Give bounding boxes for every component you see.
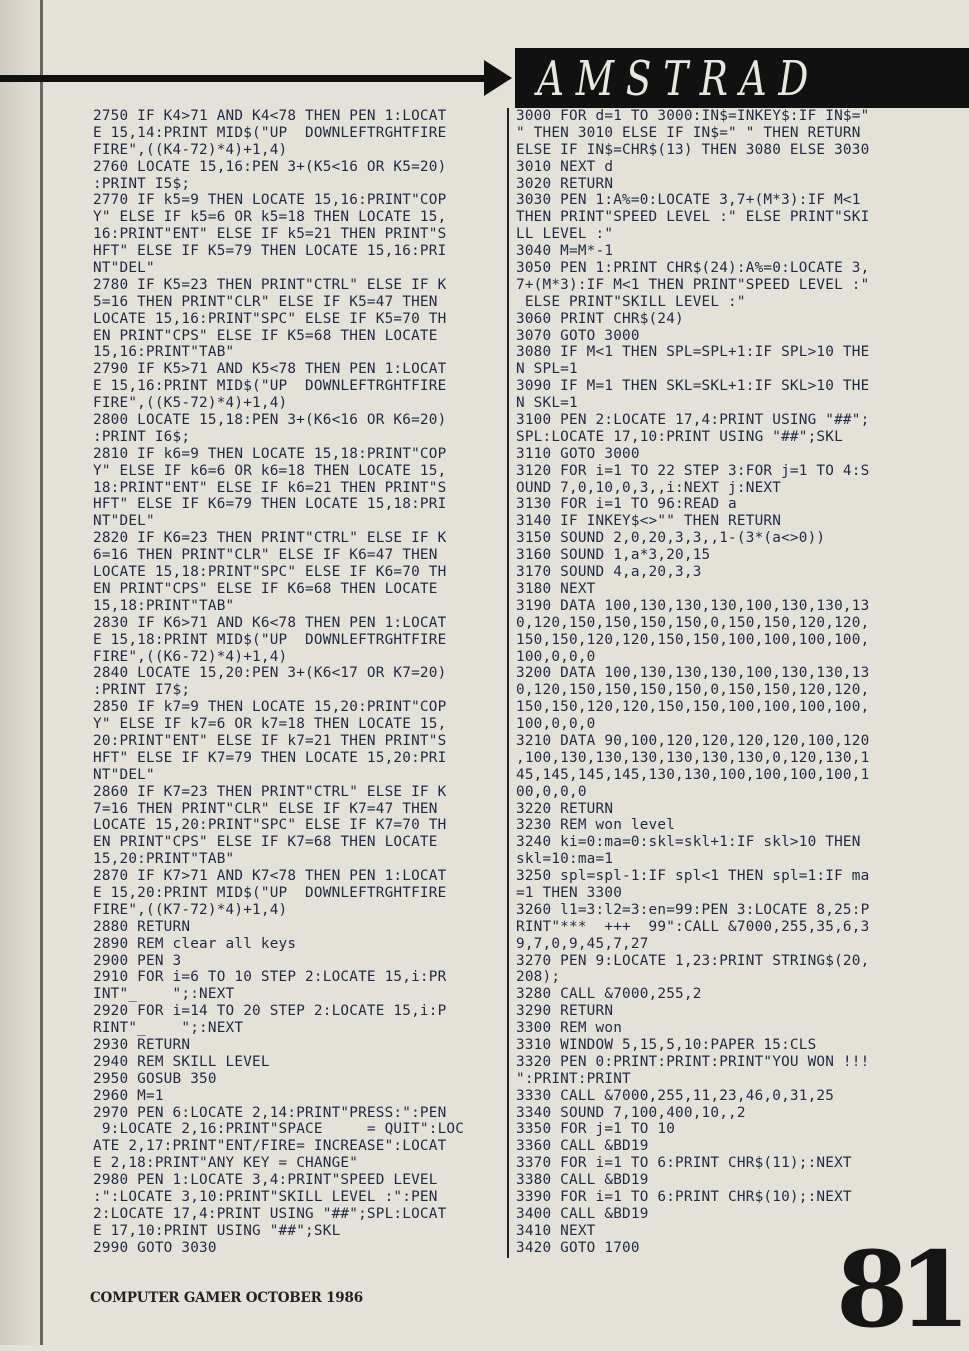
code-line: 2900 PEN 3 [93, 952, 182, 969]
code-line: 3090 IF M=1 THEN SKL=SKL+1:IF SKL>10 THE [516, 378, 870, 395]
code-line: LOCATE 15,16:PRINT"SPC" ELSE IF K5=70 TH [93, 310, 447, 327]
code-line: 2910 FOR i=6 TO 10 STEP 2:LOCATE 15,i:PR [93, 969, 447, 986]
code-line: 3310 WINDOW 5,15,5,10:PAPER 15:CLS [516, 1036, 817, 1053]
code-line: 3030 PEN 1:A%=0:LOCATE 3,7+(M*3):IF M<1 [516, 192, 861, 209]
code-line: THEN PRINT"SPEED LEVEL :" ELSE PRINT"SKI [516, 209, 870, 226]
binding-edge [40, 0, 43, 1345]
code-line: Y" ELSE IF k7=6 OR k7=18 THEN LOCATE 15, [93, 716, 447, 733]
code-line: 18:PRINT"ENT" ELSE IF k6=21 THEN PRINT"S [93, 479, 447, 496]
code-line: ":PRINT:PRINT [516, 1070, 631, 1087]
code-line: ,100,130,130,130,130,130,130,0,120,130,1 [516, 749, 870, 766]
code-line: 5=16 THEN PRINT"CLR" ELSE IF K5=47 THEN [93, 293, 438, 310]
code-line: 3340 SOUND 7,100,400,10,,2 [516, 1104, 746, 1121]
code-line: 2760 LOCATE 15,16:PEN 3+(K5<16 OR K5=20) [93, 158, 447, 175]
code-line: FIRE",((K5-72)*4)+1,4) [93, 395, 288, 412]
code-line: 2920 FOR i=14 TO 20 STEP 2:LOCATE 15,i:P [93, 1003, 447, 1020]
code-line: 100,0,0,0 [516, 716, 596, 733]
code-line: 3410 NEXT [516, 1222, 596, 1239]
code-line: Y" ELSE IF k5=6 OR k5=18 THEN LOCATE 15, [93, 209, 447, 226]
code-line: " THEN 3010 ELSE IF IN$=" " THEN RETURN [516, 124, 861, 141]
code-line: 2850 IF k7=9 THEN LOCATE 15,20:PRINT"COP [93, 699, 447, 716]
amstrad-logo-banner [515, 48, 969, 108]
code-line: 3420 GOTO 1700 [516, 1239, 640, 1256]
code-line: SPL:LOCATE 17,10:PRINT USING "##";SKL [516, 428, 843, 445]
code-line: 2770 IF k5=9 THEN LOCATE 15,16:PRINT"COP [93, 192, 447, 209]
code-line: 3400 CALL &BD19 [516, 1205, 649, 1222]
code-line: 3010 NEXT d [516, 158, 614, 175]
code-line: 150,150,120,120,150,150,100,100,100,100, [516, 699, 870, 716]
code-line: RINT"*** +++ 99":CALL &7000,255,35,6,3 [516, 918, 870, 935]
code-line: 2940 REM SKILL LEVEL [93, 1053, 270, 1070]
code-line: LOCATE 15,20:PRINT"SPC" ELSE IF K7=70 TH [93, 817, 447, 834]
code-line: :PRINT I6$; [93, 428, 191, 445]
code-line: 3290 RETURN [516, 1003, 614, 1020]
code-line: 15,16:PRINT"TAB" [93, 344, 235, 361]
code-line: 3000 FOR d=1 TO 3000:IN$=INKEY$:IF IN$=" [516, 108, 870, 124]
code-line: 3230 REM won level [516, 817, 676, 834]
code-line: HFT" ELSE IF K7=79 THEN LOCATE 15,20:PRI [93, 749, 447, 766]
code-line: 3170 SOUND 4,a,20,3,3 [516, 564, 702, 581]
code-line: 3130 FOR i=1 TO 96:READ a [516, 496, 737, 513]
code-line: 3370 FOR i=1 TO 6:PRINT CHR$(11);:NEXT [516, 1155, 852, 1172]
code-line: 3190 DATA 100,130,130,130,100,130,130,13 [516, 597, 870, 614]
code-line: E 15,14:PRINT MID$("UP DOWNLEFTRGHTFIRE [93, 124, 447, 141]
magazine-footer: COMPUTER GAMER OCTOBER 1986 [90, 1290, 363, 1306]
code-line: 3160 SOUND 1,a*3,20,15 [516, 547, 711, 564]
code-line: ELSE PRINT"SKILL LEVEL :" [516, 293, 746, 310]
code-line: 3240 ki=0:ma=0:skl=skl+1:IF skl>10 THEN [516, 834, 861, 851]
code-line: 3300 REM won [516, 1020, 623, 1037]
code-line: 2890 REM clear all keys [93, 935, 297, 952]
code-line: 2:LOCATE 17,4:PRINT USING "##";SPL:LOCAT [93, 1205, 447, 1222]
code-line: NT"DEL" [93, 260, 155, 277]
listing-column-left [93, 108, 505, 1257]
code-line: 3330 CALL &7000,255,11,23,46,0,31,25 [516, 1087, 835, 1104]
code-line: FIRE",((K4-72)*4)+1,4) [93, 141, 288, 158]
code-line: 20:PRINT"ENT" ELSE IF k7=21 THEN PRINT"S [93, 732, 447, 749]
code-line: NT"DEL" [93, 513, 155, 530]
code-line: N SPL=1 [516, 361, 578, 378]
code-line: 3120 FOR i=1 TO 22 STEP 3:FOR j=1 TO 4:S [516, 462, 870, 479]
code-line: N SKL=1 [516, 395, 578, 412]
code-line: 3200 DATA 100,130,130,130,100,130,130,13 [516, 665, 870, 682]
code-line: :":LOCATE 3,10:PRINT"SKILL LEVEL :":PEN [93, 1189, 438, 1205]
code-line: 208); [516, 969, 561, 986]
code-line: HFT" ELSE IF K6=79 THEN LOCATE 15,18:PRI [93, 496, 447, 513]
code-line: 15,18:PRINT"TAB" [93, 597, 235, 614]
code-line: 2870 IF K7>71 AND K7<78 THEN PEN 1:LOCAT [93, 868, 447, 885]
code-line: 2930 RETURN [93, 1036, 191, 1053]
code-line: 3270 PEN 9:LOCATE 1,23:PRINT STRING$(20, [516, 952, 870, 969]
code-line: 7=16 THEN PRINT"CLR" ELSE IF K7=47 THEN [93, 800, 438, 817]
code-line: 3250 spl=spl-1:IF spl<1 THEN spl=1:IF ma [516, 868, 870, 885]
code-line: 3150 SOUND 2,0,20,3,3,,1-(3*(a<>0)) [516, 530, 826, 547]
code-line: 15,20:PRINT"TAB" [93, 851, 235, 868]
code-line: LOCATE 15,18:PRINT"SPC" ELSE IF K6=70 TH [93, 564, 447, 581]
code-line: 3070 GOTO 3000 [516, 327, 640, 344]
code-line: OUND 7,0,10,0,3,,i:NEXT j:NEXT [516, 479, 782, 496]
code-line: 3100 PEN 2:LOCATE 17,4:PRINT USING "##"; [516, 412, 870, 429]
code-line: EN PRINT"CPS" ELSE IF K7=68 THEN LOCATE [93, 834, 438, 851]
code-line: 2790 IF K5>71 AND K5<78 THEN PEN 1:LOCAT [93, 361, 447, 378]
code-line: 2780 IF K5=23 THEN PRINT"CTRL" ELSE IF K [93, 276, 447, 293]
code-line: 2840 LOCATE 15,20:PEN 3+(K6<17 OR K7=20) [93, 665, 447, 682]
code-line: 9:LOCATE 2,16:PRINT"SPACE = QUIT":LOC [93, 1121, 465, 1138]
code-line: 3080 IF M<1 THEN SPL=SPL+1:IF SPL>10 THE [516, 344, 870, 361]
code-line: E 15,18:PRINT MID$("UP DOWNLEFTRGHTFIRE [93, 631, 447, 648]
code-line: ELSE IF IN$=CHR$(13) THEN 3080 ELSE 3030 [516, 141, 870, 158]
code-line: 00,0,0,0 [516, 783, 587, 800]
code-line: 3390 FOR i=1 TO 6:PRINT CHR$(10);:NEXT [516, 1189, 852, 1205]
code-line: 3020 RETURN [516, 175, 614, 192]
column-divider [507, 108, 509, 1258]
code-line: FIRE",((K7-72)*4)+1,4) [93, 901, 288, 918]
code-line: 3050 PEN 1:PRINT CHR$(24):A%=0:LOCATE 3, [516, 260, 870, 277]
code-line: 2950 GOSUB 350 [93, 1070, 217, 1087]
code-line: 3210 DATA 90,100,120,120,120,120,100,120 [516, 732, 870, 749]
code-line: 6=16 THEN PRINT"CLR" ELSE IF K6=47 THEN [93, 547, 438, 564]
code-line: EN PRINT"CPS" ELSE IF K6=68 THEN LOCATE [93, 580, 438, 597]
code-line: skl=10:ma=1 [516, 851, 614, 868]
code-line: 2800 LOCATE 15,18:PEN 3+(K6<16 OR K6=20) [93, 412, 447, 429]
arrow-head-icon [484, 60, 512, 96]
code-line: 3320 PEN 0:PRINT:PRINT:PRINT"YOU WON !!! [516, 1053, 870, 1070]
code-line: FIRE",((K6-72)*4)+1,4) [93, 648, 288, 665]
code-line: 100,0,0,0 [516, 648, 596, 665]
code-line: :PRINT I7$; [93, 682, 191, 699]
code-line: RINT"_ ";:NEXT [93, 1020, 244, 1037]
code-line: 3260 l1=3:l2=3:en=99:PEN 3:LOCATE 8,25:P [516, 901, 870, 918]
page-spine-shadow [0, 0, 44, 1345]
code-line: 2880 RETURN [93, 918, 191, 935]
code-line: 0,120,150,150,150,150,0,150,150,120,120, [516, 614, 870, 631]
code-line: HFT" ELSE IF K5=79 THEN LOCATE 15,16:PRI [93, 243, 447, 260]
code-line: 2960 M=1 [93, 1087, 164, 1104]
code-line: 3180 NEXT [516, 580, 596, 597]
code-line: 2970 PEN 6:LOCATE 2,14:PRINT"PRESS:":PEN [93, 1104, 447, 1121]
code-line: 3280 CALL &7000,255,2 [516, 986, 702, 1003]
code-line: ATE 2,17:PRINT"ENT/FIRE= INCREASE":LOCAT [93, 1138, 447, 1155]
code-line: 150,150,120,120,150,150,100,100,100,100, [516, 631, 870, 648]
code-line: 3110 GOTO 3000 [516, 445, 640, 462]
code-line: 3380 CALL &BD19 [516, 1172, 649, 1189]
code-line: E 2,18:PRINT"ANY KEY = CHANGE" [93, 1155, 359, 1172]
code-line: LL LEVEL :" [516, 226, 614, 243]
code-line: 7+(M*3):IF M<1 THEN PRINT"SPEED LEVEL :" [516, 276, 870, 293]
code-line: 3140 IF INKEY$<>"" THEN RETURN [516, 513, 782, 530]
code-line: 3040 M=M*-1 [516, 243, 614, 260]
code-line: 45,145,145,145,130,130,100,100,100,100,1 [516, 766, 870, 783]
code-line: 3220 RETURN [516, 800, 614, 817]
code-line: 16:PRINT"ENT" ELSE IF k5=21 THEN PRINT"S [93, 226, 447, 243]
code-line: EN PRINT"CPS" ELSE IF K5=68 THEN LOCATE [93, 327, 438, 344]
code-line: E 15,16:PRINT MID$("UP DOWNLEFTRGHTFIRE [93, 378, 447, 395]
code-line: 3350 FOR j=1 TO 10 [516, 1121, 676, 1138]
code-line: 3360 CALL &BD19 [516, 1138, 649, 1155]
code-line: 2830 IF K6>71 AND K6<78 THEN PEN 1:LOCAT [93, 614, 447, 631]
code-line: 2990 GOTO 3030 [93, 1239, 217, 1256]
code-line: 2750 IF K4>71 AND K4<78 THEN PEN 1:LOCAT [93, 108, 447, 124]
code-line: NT"DEL" [93, 766, 155, 783]
code-line: INT"_ ";:NEXT [93, 986, 235, 1003]
code-line: 2860 IF K7=23 THEN PRINT"CTRL" ELSE IF K [93, 783, 447, 800]
code-line: 9,7,0,9,45,7,27 [516, 935, 649, 952]
code-line: 3060 PRINT CHR$(24) [516, 310, 684, 327]
header-arrow-rule [0, 75, 490, 82]
code-line: Y" ELSE IF k6=6 OR k6=18 THEN LOCATE 15, [93, 462, 447, 479]
code-line: 2820 IF K6=23 THEN PRINT"CTRL" ELSE IF K [93, 530, 447, 547]
amstrad-logo-text: AMSTRAD [537, 51, 821, 107]
code-line: :PRINT I5$; [93, 175, 191, 192]
code-line: 2810 IF k6=9 THEN LOCATE 15,18:PRINT"COP [93, 445, 447, 462]
code-line: 0,120,150,150,150,150,0,150,150,120,120, [516, 682, 870, 699]
code-line: E 15,20:PRINT MID$("UP DOWNLEFTRGHTFIRE [93, 884, 447, 901]
code-line: 2980 PEN 1:LOCATE 3,4:PRINT"SPEED LEVEL [93, 1172, 438, 1189]
listing-column-right [516, 108, 928, 1257]
code-line: =1 THEN 3300 [516, 884, 623, 901]
page-number: 81 [836, 1228, 961, 1351]
code-line: E 17,10:PRINT USING "##";SKL [93, 1222, 341, 1239]
